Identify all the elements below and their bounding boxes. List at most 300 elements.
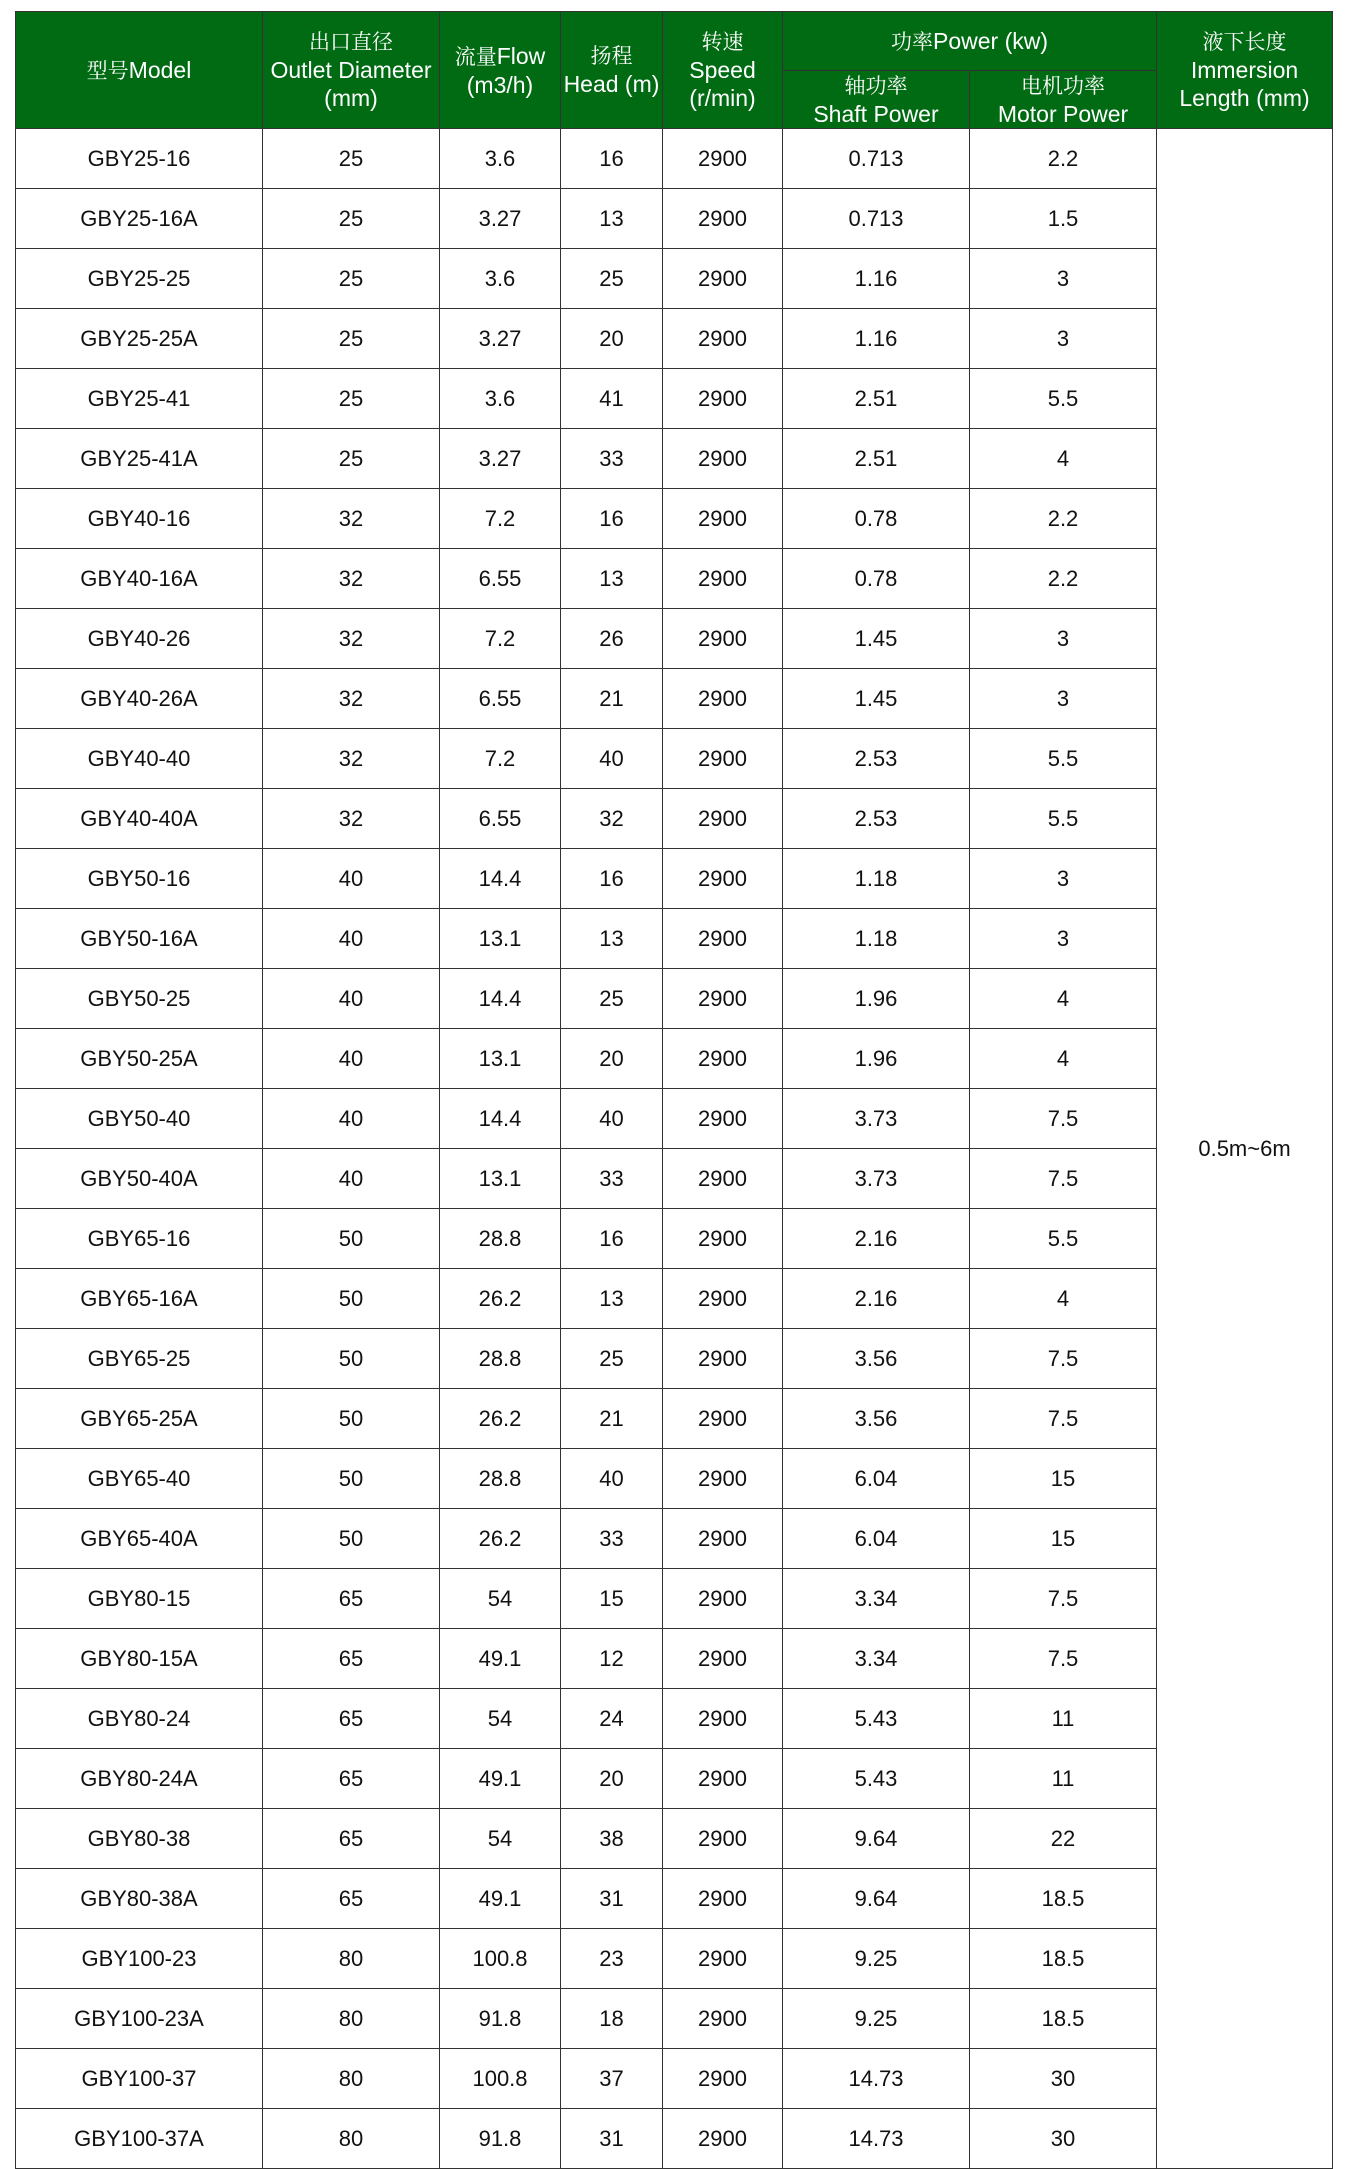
model-cell: GBY80-38A — [16, 1869, 263, 1929]
outlet-diameter-cell: 25 — [263, 369, 440, 429]
header-speed-unit: (r/min) — [689, 85, 756, 111]
speed-cell: 2900 — [663, 1749, 783, 1809]
head-cell: 41 — [561, 369, 663, 429]
head-cell: 25 — [561, 969, 663, 1029]
flow-cell: 6.55 — [440, 549, 561, 609]
outlet-diameter-cell: 32 — [263, 669, 440, 729]
header-immersion-zh: 液下长度 — [1202, 30, 1287, 54]
head-cell: 16 — [561, 1209, 663, 1269]
shaft-power-cell: 1.96 — [783, 969, 970, 1029]
outlet-diameter-cell: 80 — [263, 1929, 440, 1989]
speed-cell: 2900 — [663, 1809, 783, 1869]
table-row — [16, 129, 1333, 189]
flow-cell: 28.8 — [440, 1329, 561, 1389]
flow-cell: 14.4 — [440, 969, 561, 1029]
outlet-diameter-cell: 32 — [263, 489, 440, 549]
motor-power-cell: 7.5 — [970, 1329, 1157, 1389]
model-cell: GBY50-16A — [16, 909, 263, 969]
header-flow-unit: (m3/h) — [466, 71, 534, 98]
speed-cell: 2900 — [663, 1569, 783, 1629]
flow-cell: 54 — [440, 1569, 561, 1629]
table-row — [16, 1209, 1333, 1269]
header-flow-zh: 流量 — [454, 44, 497, 69]
outlet-diameter-cell: 80 — [263, 1989, 440, 2049]
table-body — [16, 129, 1333, 2169]
flow-cell: 14.4 — [440, 1089, 561, 1149]
shaft-power-cell: 2.53 — [783, 789, 970, 849]
table-row — [16, 1089, 1333, 1149]
head-cell: 23 — [561, 1929, 663, 1989]
motor-power-cell: 7.5 — [970, 1149, 1157, 1209]
shaft-power-cell: 14.73 — [783, 2109, 970, 2169]
outlet-diameter-cell: 65 — [263, 1629, 440, 1689]
flow-cell: 91.8 — [440, 1989, 561, 2049]
model-cell: GBY65-16A — [16, 1269, 263, 1329]
outlet-diameter-cell: 50 — [263, 1209, 440, 1269]
table-row — [16, 669, 1333, 729]
header-outlet-unit: (mm) — [324, 85, 378, 111]
model-cell: GBY50-16 — [16, 849, 263, 909]
flow-cell: 49.1 — [440, 1629, 561, 1689]
head-cell: 20 — [561, 309, 663, 369]
outlet-diameter-cell: 25 — [263, 429, 440, 489]
flow-cell: 49.1 — [440, 1749, 561, 1809]
motor-power-cell: 4 — [970, 969, 1157, 1029]
table-row — [16, 2109, 1333, 2169]
motor-power-cell: 5.5 — [970, 729, 1157, 789]
shaft-power-cell: 3.34 — [783, 1569, 970, 1629]
motor-power-cell: 18.5 — [970, 1929, 1157, 1989]
head-cell: 31 — [561, 1869, 663, 1929]
model-cell: GBY50-40 — [16, 1089, 263, 1149]
table-row — [16, 969, 1333, 1029]
flow-cell: 28.8 — [440, 1209, 561, 1269]
flow-cell: 3.6 — [440, 369, 561, 429]
head-cell: 16 — [561, 129, 663, 189]
head-cell: 13 — [561, 549, 663, 609]
outlet-diameter-cell: 65 — [263, 1689, 440, 1749]
shaft-power-cell: 1.45 — [783, 669, 970, 729]
table-row — [16, 1569, 1333, 1629]
speed-cell: 2900 — [663, 429, 783, 489]
motor-power-cell: 4 — [970, 1029, 1157, 1089]
table-row — [16, 2049, 1333, 2109]
head-cell: 38 — [561, 1809, 663, 1869]
table-row — [16, 1809, 1333, 1869]
table-row — [16, 1269, 1333, 1329]
header-power — [783, 12, 1157, 71]
speed-cell: 2900 — [663, 729, 783, 789]
speed-cell: 2900 — [663, 1089, 783, 1149]
flow-cell: 3.27 — [440, 189, 561, 249]
head-cell: 13 — [561, 909, 663, 969]
table-row — [16, 609, 1333, 669]
outlet-diameter-cell: 32 — [263, 549, 440, 609]
header-outlet-diameter — [263, 12, 440, 129]
speed-cell: 2900 — [663, 1269, 783, 1329]
motor-power-cell: 15 — [970, 1449, 1157, 1509]
shaft-power-cell: 3.56 — [783, 1329, 970, 1389]
shaft-power-cell: 9.25 — [783, 1929, 970, 1989]
head-cell: 12 — [561, 1629, 663, 1689]
outlet-diameter-cell: 25 — [263, 249, 440, 309]
table-row — [16, 1749, 1333, 1809]
speed-cell: 2900 — [663, 1869, 783, 1929]
head-cell: 37 — [561, 2049, 663, 2109]
flow-cell: 13.1 — [440, 909, 561, 969]
shaft-power-cell: 3.34 — [783, 1629, 970, 1689]
outlet-diameter-cell: 80 — [263, 2109, 440, 2169]
model-cell: GBY80-15A — [16, 1629, 263, 1689]
flow-cell: 91.8 — [440, 2109, 561, 2169]
header-head — [561, 12, 663, 129]
motor-power-cell: 11 — [970, 1689, 1157, 1749]
motor-power-cell: 2.2 — [970, 129, 1157, 189]
header-flow-en: Flow — [496, 42, 546, 69]
outlet-diameter-cell: 65 — [263, 1809, 440, 1869]
header-head-en: Head (m) — [563, 71, 660, 97]
outlet-diameter-cell: 25 — [263, 309, 440, 369]
shaft-power-cell: 6.04 — [783, 1509, 970, 1569]
model-cell: GBY40-40A — [16, 789, 263, 849]
outlet-diameter-cell: 40 — [263, 1089, 440, 1149]
shaft-power-cell: 0.78 — [783, 489, 970, 549]
outlet-diameter-cell: 40 — [263, 909, 440, 969]
flow-cell: 26.2 — [440, 1509, 561, 1569]
motor-power-cell: 7.5 — [970, 1569, 1157, 1629]
header-speed — [663, 12, 783, 129]
model-cell: GBY25-25A — [16, 309, 263, 369]
table-row — [16, 189, 1333, 249]
flow-cell: 13.1 — [440, 1149, 561, 1209]
flow-cell: 3.27 — [440, 429, 561, 489]
flow-cell: 54 — [440, 1689, 561, 1749]
model-cell: GBY40-40 — [16, 729, 263, 789]
speed-cell: 2900 — [663, 309, 783, 369]
header-model-zh: 型号 — [86, 58, 129, 83]
table-row — [16, 369, 1333, 429]
header-motor-en: Motor Power — [997, 100, 1129, 127]
model-cell: GBY65-16 — [16, 1209, 263, 1269]
outlet-diameter-cell: 25 — [263, 129, 440, 189]
head-cell: 21 — [561, 1389, 663, 1449]
spec-table — [15, 11, 1333, 2169]
motor-power-cell: 3 — [970, 669, 1157, 729]
model-cell: GBY25-25 — [16, 249, 263, 309]
model-cell: GBY40-16 — [16, 489, 263, 549]
outlet-diameter-cell: 50 — [263, 1389, 440, 1449]
speed-cell: 2900 — [663, 1449, 783, 1509]
speed-cell: 2900 — [663, 1029, 783, 1089]
header-model — [16, 12, 263, 129]
table-row — [16, 1389, 1333, 1449]
model-cell: GBY100-37A — [16, 2109, 263, 2169]
table-row — [16, 1509, 1333, 1569]
table-row — [16, 1929, 1333, 1989]
model-cell: GBY80-15 — [16, 1569, 263, 1629]
table-row — [16, 1449, 1333, 1509]
header-flow — [440, 12, 561, 129]
shaft-power-cell: 5.43 — [783, 1749, 970, 1809]
model-cell: GBY50-40A — [16, 1149, 263, 1209]
outlet-diameter-cell: 40 — [263, 849, 440, 909]
shaft-power-cell: 2.53 — [783, 729, 970, 789]
model-cell: GBY80-38 — [16, 1809, 263, 1869]
model-cell: GBY25-41A — [16, 429, 263, 489]
table-row — [16, 1629, 1333, 1689]
head-cell: 32 — [561, 789, 663, 849]
outlet-diameter-cell: 80 — [263, 2049, 440, 2109]
motor-power-cell: 7.5 — [970, 1089, 1157, 1149]
motor-power-cell: 5.5 — [970, 369, 1157, 429]
head-cell: 40 — [561, 1089, 663, 1149]
speed-cell: 2900 — [663, 2109, 783, 2169]
head-cell: 40 — [561, 729, 663, 789]
speed-cell: 2900 — [663, 129, 783, 189]
speed-cell: 2900 — [663, 1149, 783, 1209]
flow-cell: 7.2 — [440, 729, 561, 789]
shaft-power-cell: 1.45 — [783, 609, 970, 669]
shaft-power-cell: 3.56 — [783, 1389, 970, 1449]
outlet-diameter-cell: 25 — [263, 189, 440, 249]
model-cell: GBY80-24 — [16, 1689, 263, 1749]
speed-cell: 2900 — [663, 489, 783, 549]
flow-cell: 7.2 — [440, 489, 561, 549]
speed-cell: 2900 — [663, 849, 783, 909]
shaft-power-cell: 2.16 — [783, 1209, 970, 1269]
model-cell: GBY40-26A — [16, 669, 263, 729]
immersion-length-cell: 0.5m~6m — [1157, 129, 1333, 2169]
head-cell: 13 — [561, 1269, 663, 1329]
head-cell: 20 — [561, 1749, 663, 1809]
outlet-diameter-cell: 32 — [263, 609, 440, 669]
speed-cell: 2900 — [663, 669, 783, 729]
header-immersion-length — [1157, 12, 1333, 129]
head-cell: 13 — [561, 189, 663, 249]
table-row — [16, 249, 1333, 309]
header-immersion-en: Immersion — [1190, 57, 1299, 83]
speed-cell: 2900 — [663, 789, 783, 849]
motor-power-cell: 5.5 — [970, 1209, 1157, 1269]
shaft-power-cell: 9.64 — [783, 1809, 970, 1869]
flow-cell: 54 — [440, 1809, 561, 1869]
outlet-diameter-cell: 40 — [263, 1029, 440, 1089]
table-row — [16, 849, 1333, 909]
flow-cell: 26.2 — [440, 1269, 561, 1329]
head-cell: 18 — [561, 1989, 663, 2049]
head-cell: 40 — [561, 1449, 663, 1509]
head-cell: 20 — [561, 1029, 663, 1089]
model-cell: GBY25-16 — [16, 129, 263, 189]
shaft-power-cell: 9.64 — [783, 1869, 970, 1929]
model-cell: GBY50-25A — [16, 1029, 263, 1089]
shaft-power-cell: 9.25 — [783, 1989, 970, 2049]
speed-cell: 2900 — [663, 1209, 783, 1269]
model-cell: GBY25-41 — [16, 369, 263, 429]
shaft-power-cell: 0.713 — [783, 129, 970, 189]
shaft-power-cell: 0.78 — [783, 549, 970, 609]
shaft-power-cell: 1.16 — [783, 249, 970, 309]
header-motor-zh: 电机功率 — [1021, 73, 1105, 98]
model-cell: GBY65-25 — [16, 1329, 263, 1389]
table-row — [16, 729, 1333, 789]
model-cell: GBY100-23A — [16, 1989, 263, 2049]
head-cell: 33 — [561, 1509, 663, 1569]
header-speed-zh: 转速 — [701, 30, 744, 54]
shaft-power-cell: 1.16 — [783, 309, 970, 369]
model-cell: GBY25-16A — [16, 189, 263, 249]
table-row — [16, 1689, 1333, 1749]
motor-power-cell: 2.2 — [970, 549, 1157, 609]
head-cell: 15 — [561, 1569, 663, 1629]
motor-power-cell: 2.2 — [970, 489, 1157, 549]
head-cell: 16 — [561, 849, 663, 909]
header-shaft-en: Shaft Power — [813, 100, 939, 127]
table-row — [16, 1149, 1333, 1209]
model-cell: GBY40-26 — [16, 609, 263, 669]
model-cell: GBY65-40 — [16, 1449, 263, 1509]
motor-power-cell: 4 — [970, 429, 1157, 489]
head-cell: 21 — [561, 669, 663, 729]
flow-cell: 26.2 — [440, 1389, 561, 1449]
header-speed-en: Speed — [689, 57, 756, 83]
outlet-diameter-cell: 50 — [263, 1449, 440, 1509]
motor-power-cell: 5.5 — [970, 789, 1157, 849]
flow-cell: 6.55 — [440, 789, 561, 849]
speed-cell: 2900 — [663, 249, 783, 309]
head-cell: 24 — [561, 1689, 663, 1749]
outlet-diameter-cell: 40 — [263, 1149, 440, 1209]
speed-cell: 2900 — [663, 189, 783, 249]
shaft-power-cell: 1.18 — [783, 909, 970, 969]
speed-cell: 2900 — [663, 1329, 783, 1389]
table-row — [16, 789, 1333, 849]
speed-cell: 2900 — [663, 1929, 783, 1989]
flow-cell: 3.27 — [440, 309, 561, 369]
speed-cell: 2900 — [663, 1389, 783, 1449]
motor-power-cell: 3 — [970, 849, 1157, 909]
outlet-diameter-cell: 32 — [263, 789, 440, 849]
table-row — [16, 909, 1333, 969]
header-head-zh: 扬程 — [590, 44, 633, 68]
motor-power-cell: 7.5 — [970, 1629, 1157, 1689]
speed-cell: 2900 — [663, 1689, 783, 1749]
shaft-power-cell: 2.16 — [783, 1269, 970, 1329]
model-cell: GBY50-25 — [16, 969, 263, 1029]
outlet-diameter-cell: 65 — [263, 1569, 440, 1629]
motor-power-cell: 11 — [970, 1749, 1157, 1809]
header-motor-power — [970, 71, 1157, 129]
outlet-diameter-cell: 32 — [263, 729, 440, 789]
shaft-power-cell: 1.96 — [783, 1029, 970, 1089]
motor-power-cell: 30 — [970, 2049, 1157, 2109]
flow-cell: 7.2 — [440, 609, 561, 669]
header-power-zh: 功率 — [891, 29, 933, 54]
model-cell: GBY100-23 — [16, 1929, 263, 1989]
speed-cell: 2900 — [663, 2049, 783, 2109]
shaft-power-cell: 3.73 — [783, 1089, 970, 1149]
table-row — [16, 1329, 1333, 1389]
flow-cell: 3.6 — [440, 129, 561, 189]
header-outlet-zh: 出口直径 — [309, 30, 393, 54]
model-cell: GBY80-24A — [16, 1749, 263, 1809]
flow-cell: 100.8 — [440, 1929, 561, 1989]
motor-power-cell: 3 — [970, 309, 1157, 369]
head-cell: 33 — [561, 1149, 663, 1209]
flow-cell: 14.4 — [440, 849, 561, 909]
model-cell: GBY65-25A — [16, 1389, 263, 1449]
header-shaft-zh: 轴功率 — [844, 73, 908, 98]
speed-cell: 2900 — [663, 1629, 783, 1689]
table-row — [16, 1869, 1333, 1929]
speed-cell: 2900 — [663, 1989, 783, 2049]
outlet-diameter-cell: 65 — [263, 1869, 440, 1929]
shaft-power-cell: 2.51 — [783, 429, 970, 489]
shaft-power-cell: 5.43 — [783, 1689, 970, 1749]
table-header — [16, 12, 1333, 129]
head-cell: 33 — [561, 429, 663, 489]
head-cell: 25 — [561, 1329, 663, 1389]
flow-cell: 100.8 — [440, 2049, 561, 2109]
model-cell: GBY100-37 — [16, 2049, 263, 2109]
flow-cell: 3.6 — [440, 249, 561, 309]
motor-power-cell: 1.5 — [970, 189, 1157, 249]
flow-cell: 13.1 — [440, 1029, 561, 1089]
table-row — [16, 1029, 1333, 1089]
header-immersion-en2: Length (mm) — [1179, 85, 1310, 111]
model-cell: GBY65-40A — [16, 1509, 263, 1569]
motor-power-cell: 3 — [970, 249, 1157, 309]
motor-power-cell: 7.5 — [970, 1389, 1157, 1449]
head-cell: 26 — [561, 609, 663, 669]
motor-power-cell: 18.5 — [970, 1989, 1157, 2049]
motor-power-cell: 18.5 — [970, 1869, 1157, 1929]
motor-power-cell: 4 — [970, 1269, 1157, 1329]
shaft-power-cell: 0.713 — [783, 189, 970, 249]
flow-cell: 49.1 — [440, 1869, 561, 1929]
table-row — [16, 549, 1333, 609]
model-cell: GBY40-16A — [16, 549, 263, 609]
table-row — [16, 429, 1333, 489]
outlet-diameter-cell: 50 — [263, 1329, 440, 1389]
header-power-en: Power (kw) — [933, 27, 1049, 54]
table-row — [16, 489, 1333, 549]
motor-power-cell: 30 — [970, 2109, 1157, 2169]
motor-power-cell: 3 — [970, 909, 1157, 969]
header-outlet-en: Outlet Diameter — [270, 57, 432, 83]
head-cell: 31 — [561, 2109, 663, 2169]
outlet-diameter-cell: 65 — [263, 1749, 440, 1809]
flow-cell: 6.55 — [440, 669, 561, 729]
motor-power-cell: 22 — [970, 1809, 1157, 1869]
motor-power-cell: 3 — [970, 609, 1157, 669]
head-cell: 25 — [561, 249, 663, 309]
shaft-power-cell: 14.73 — [783, 2049, 970, 2109]
speed-cell: 2900 — [663, 1509, 783, 1569]
speed-cell: 2900 — [663, 609, 783, 669]
speed-cell: 2900 — [663, 969, 783, 1029]
outlet-diameter-cell: 50 — [263, 1509, 440, 1569]
outlet-diameter-cell: 50 — [263, 1269, 440, 1329]
outlet-diameter-cell: 40 — [263, 969, 440, 1029]
flow-cell: 28.8 — [440, 1449, 561, 1509]
speed-cell: 2900 — [663, 549, 783, 609]
table-row — [16, 1989, 1333, 2049]
shaft-power-cell: 3.73 — [783, 1149, 970, 1209]
motor-power-cell: 15 — [970, 1509, 1157, 1569]
speed-cell: 2900 — [663, 369, 783, 429]
shaft-power-cell: 1.18 — [783, 849, 970, 909]
